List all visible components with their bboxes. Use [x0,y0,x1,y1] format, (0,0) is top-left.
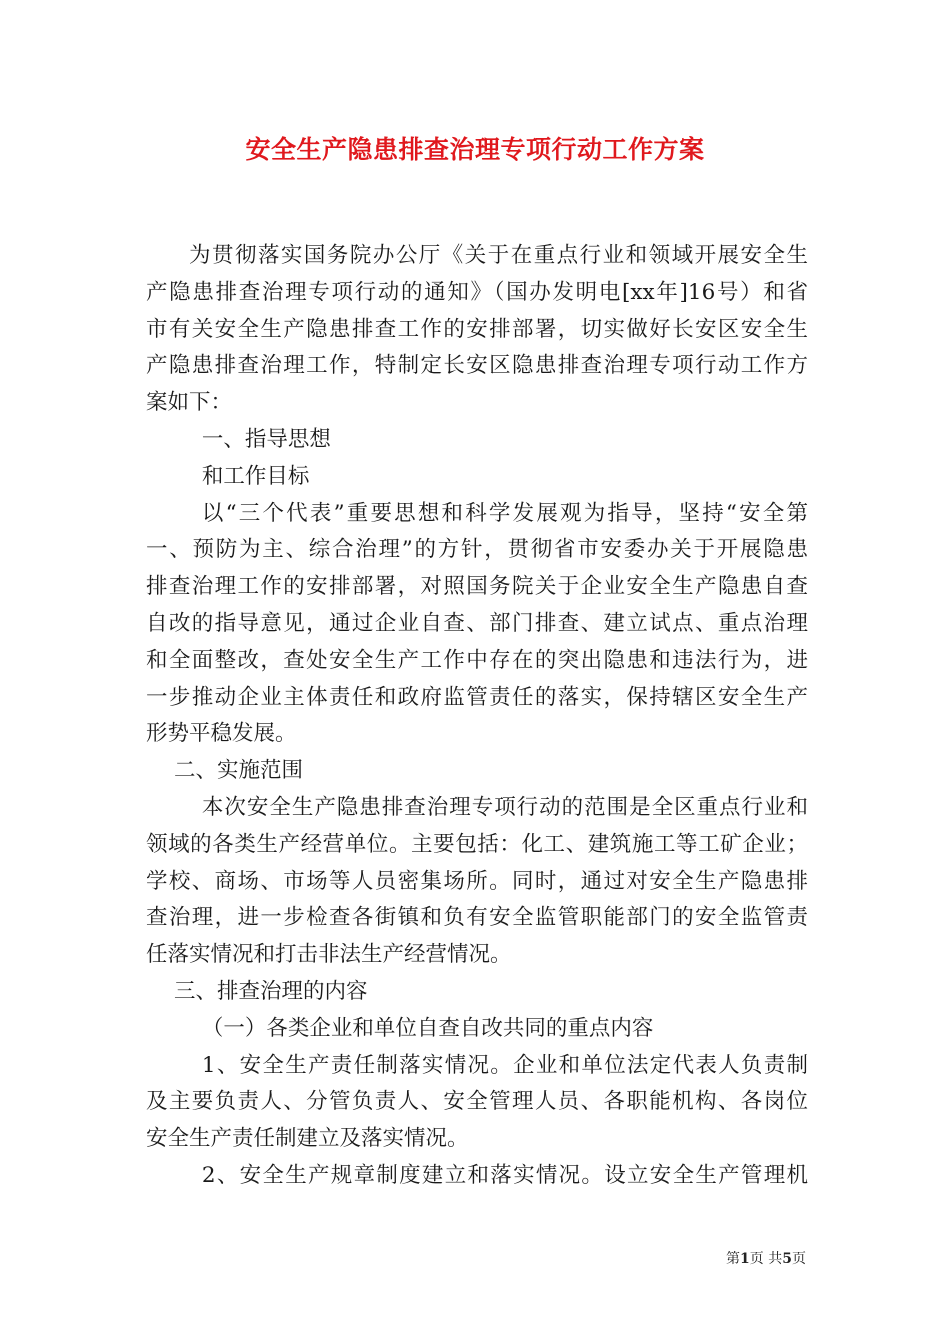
text-line: 本次安全生产隐患排查治理专项行动的范围是全区重点行业和 [201,794,808,820]
text-line: 及主要负责人、分管负责人、安全管理人员、各职能机构、各岗位 [146,1089,808,1115]
text-line: 一步推动企业主体责任和政府监管责任的落实，保持辖区安全生产 [146,684,808,710]
footer-page-number: 1 [740,1251,750,1267]
text-line: 查治理，进一步检查各街镇和负有安全监管职能部门的安全监管责 [146,905,808,931]
text-line: 二、实施范围 [173,758,303,784]
text-line: 领域的各类生产经营单位。主要包括：化工、建筑施工等工矿企业； [146,831,808,857]
text-line: 安全生产责任制建立及落实情况。 [146,1126,469,1152]
text-line: 和全面整改，查处安全生产工作中存在的突出隐患和违法行为，进 [146,647,808,673]
text-line: 以“三个代表”重要思想和科学发展观为指导，坚持“安全第 [201,500,808,526]
text-line: 产隐患排查治理专项行动的通知》（国办发明电[xx年]16号）和省 [146,279,808,305]
text-line: 案如下： [146,390,233,416]
footer-suffix: 页 [792,1251,806,1267]
text-line: 一、指导思想 [201,426,331,452]
footer-total-pages: 5 [782,1251,792,1267]
text-line: 三、排查治理的内容 [173,978,368,1004]
footer-middle: 页 共 [749,1251,783,1267]
page-footer [726,1249,806,1269]
document-title: 安全生产隐患排查治理专项行动工作方案 [245,135,705,164]
text-line: 为贯彻落实国务院办公厅《关于在重点行业和领域开展安全生 [189,243,808,268]
text-line: 排查治理工作的安排部署，对照国务院关于企业安全生产隐患自查 [146,574,808,600]
text-line: 形势平稳发展。 [146,721,297,747]
text-line: 任落实情况和打击非法生产经营情况。 [146,942,512,968]
text-line: 2、安全生产规章制度建立和落实情况。设立安全生产管理机 [201,1162,808,1188]
document-body [146,238,808,1195]
text-line: 学校、商场、市场等人员密集场所。同时，通过对安全生产隐患排 [146,868,808,894]
text-line: （一）各类企业和单位自查自改共同的重点内容 [201,1015,654,1041]
footer-prefix: 第 [726,1251,741,1267]
text-line: 市有关安全生产隐患排查工作的安排部署，切实做好长安区安全生 [146,316,808,342]
text-line: 和工作目标 [201,463,310,489]
text-line: 自改的指导意见，通过企业自查、部门排查、建立试点、重点治理 [146,610,808,636]
text-line: 一、预防为主、综合治理”的方针，贯彻省市安委办关于开展隐患 [146,537,808,563]
text-line: 产隐患排查治理工作，特制定长安区隐患排查治理专项行动工作方 [146,353,808,379]
text-line: 1、安全生产责任制落实情况。企业和单位法定代表人负责制 [201,1052,808,1078]
